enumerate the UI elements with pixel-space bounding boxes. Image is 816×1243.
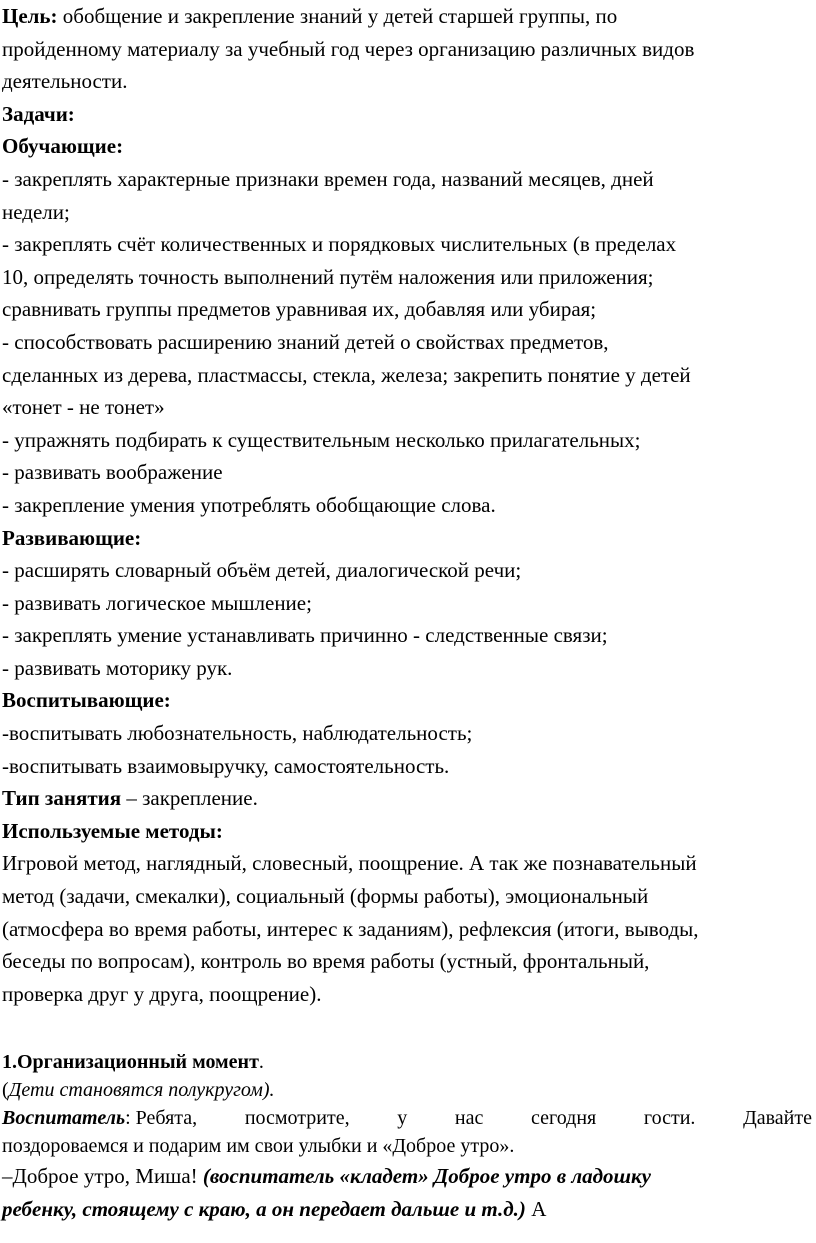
- teacher-word: сегодня: [531, 1107, 597, 1130]
- methods-line: Игровой метод, наглядный, словесный, поощрение. А так же познавательный: [2, 851, 697, 876]
- methods-line: (атмосфера во время работы, интерес к заданиям), рефлексия (итоги, выводы,: [2, 916, 699, 941]
- educating-line: -воспитывать взаимовыручку, самостоятельность.: [2, 753, 450, 778]
- section1-note-open: (: [2, 1079, 9, 1102]
- teacher-word: Давайте: [743, 1107, 812, 1130]
- teacher-word: Ребята,: [135, 1107, 198, 1130]
- blank-space: [2, 1010, 812, 1048]
- teaching-line: сравнивать группы предметов уравнивая их, добавляя или убирая;: [2, 297, 597, 322]
- teaching-line: 10, определять точность выполнений путём наложения или приложения;: [2, 264, 654, 289]
- teaching-line: - закреплять счёт количественных и порядковых числительных (в пределах: [2, 232, 677, 257]
- teaching-line: - закреплять характерные признаки времен года, названий месяцев, дней: [2, 166, 654, 191]
- greeting-note: ребенку, стоящему с краю, а он передает дальше и т.д.): [2, 1197, 526, 1221]
- teacher-line-2: поздороваемся и подарим им свои улыбки и «Доброе утро».: [2, 1135, 515, 1158]
- goal-label: Цель:: [2, 4, 58, 28]
- developing-line: - развивать логическое мышление;: [2, 590, 312, 615]
- teacher-colon: :: [125, 1107, 136, 1130]
- section1-note: [2, 1076, 812, 1104]
- greeting-note: (воспитатель «кладет» Доброе утро в ладошку: [202, 1164, 651, 1189]
- teaching-list: [2, 163, 812, 522]
- goal-line: деятельности.: [2, 69, 128, 94]
- methods-line: проверка друг у друга, поощрение).: [2, 981, 322, 1006]
- teacher-word: гости.: [643, 1107, 696, 1130]
- methods-heading: Используемые методы:: [2, 818, 223, 843]
- developing-list: [2, 554, 812, 684]
- goal-line: обобщение и закрепление знаний у детей старшей группы, по: [57, 4, 618, 28]
- section1-heading: 1.Организационный момент: [2, 1051, 259, 1074]
- developing-line: - развивать моторику рук.: [2, 655, 233, 680]
- developing-heading: Развивающие:: [2, 525, 142, 550]
- greeting-tail: А: [525, 1197, 547, 1221]
- methods-line: метод (задачи, смекалки), социальный (формы работы), эмоциональный: [2, 884, 649, 909]
- goal-paragraph: [2, 0, 812, 98]
- goal-line: пройденному материалу за учебный год через организацию различных видов: [2, 36, 695, 61]
- educating-list: [2, 717, 812, 782]
- teacher-word: нас: [454, 1107, 484, 1130]
- teaching-line: недели;: [2, 199, 70, 224]
- developing-line: - расширять словарный объём детей, диалогической речи;: [2, 558, 522, 583]
- teacher-line-1: [2, 1104, 812, 1132]
- section1-heading-tail: .: [258, 1051, 264, 1074]
- tasks-heading: Задачи:: [2, 101, 75, 126]
- educating-line: -воспитывать любознательность, наблюдательность;: [2, 721, 473, 746]
- section1-heading-row: [2, 1048, 812, 1076]
- lesson-type-label: Тип занятия: [2, 786, 122, 811]
- methods-line: беседы по вопросам), контроль во время работы (устный, фронтальный,: [2, 949, 650, 974]
- teacher-word: у: [397, 1107, 408, 1130]
- educating-heading: Воспитывающие:: [2, 688, 171, 713]
- teaching-line: - упражнять подбирать к существительным несколько прилагательных;: [2, 427, 641, 452]
- teaching-heading: Обучающие:: [2, 134, 124, 159]
- methods-paragraph: [2, 847, 812, 1010]
- teacher-label: Воспитатель: [2, 1107, 126, 1130]
- lesson-type-text: – закрепление.: [121, 786, 258, 811]
- teacher-word: посмотрите,: [244, 1107, 350, 1130]
- greeting-text: –Доброе утро, Миша!: [2, 1164, 203, 1189]
- section1-note-text: Дети становятся полукругом).: [8, 1079, 275, 1102]
- greeting-line-2: [2, 1193, 812, 1226]
- teaching-line: - способствовать расширению знаний детей о свойствах предметов,: [2, 329, 609, 354]
- greeting-line-1: [2, 1160, 812, 1193]
- teaching-line: «тонет - не тонет»: [2, 395, 165, 420]
- teaching-line: - развивать воображение: [2, 460, 223, 485]
- teaching-line: сделанных из дерева, пластмассы, стекла, железа; закрепить понятие у детей: [2, 362, 691, 387]
- teaching-line: - закрепление умения употреблять обобщающие слова.: [2, 492, 496, 517]
- developing-line: - закреплять умение устанавливать причинно - следственные связи;: [2, 623, 608, 648]
- lesson-type: [2, 782, 812, 815]
